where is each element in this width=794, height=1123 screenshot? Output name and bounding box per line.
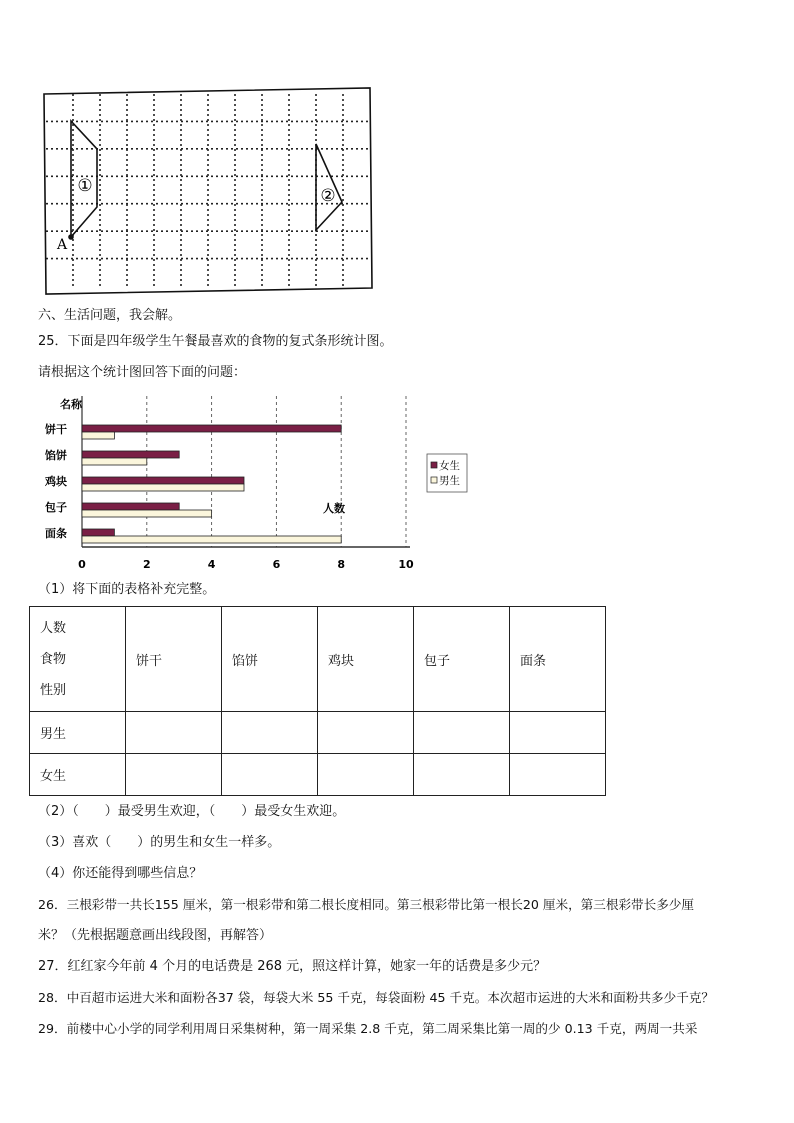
tick-label: 10 [398,558,414,571]
x-axis-label: 人数 [323,502,345,515]
tick-label: 4 [207,558,216,571]
tick-label: 2 [142,558,151,571]
q29: 29．前楼中心小学的同学利用周日采集树种，第一周采集 2.8 千克，第二周采集比第一周的少 0.13 千克，两周一共采 [38,1021,698,1036]
shape-1-label: ① [77,176,93,196]
point-a-label: A [56,237,68,253]
q26-line2: 米？（先根据题意画出线段图，再解答） [38,928,273,943]
legend-swatch [431,462,437,468]
q27: 27．红红家今年前 4 个月的电话费是 268 元，照这样计算，她家一年的话费是多少元？ [38,959,547,974]
legend-label: 男生 [439,475,460,487]
bar-boys [82,484,244,491]
header-label-food: 食物 [40,651,67,667]
row-label: 男生 [30,712,126,754]
q26-line1: 26．三根彩带一共长155 厘米，第一根彩带和第二根长度相同。第三根彩带比第一根长20 厘米，第三根彩带长多少厘 [38,897,695,912]
q28: 28．中百超市运进大米和面粉各37 袋，每袋大米 55 千克，每袋面粉 45 千克。本次超市运进的大米和面粉共多少千克？ [38,990,715,1005]
bar-girls [82,425,341,432]
tick-label: 6 [272,558,281,571]
bar-boys [82,510,212,517]
table-cell[interactable] [414,754,510,796]
table-cell[interactable] [510,754,606,796]
table-cell[interactable] [126,754,222,796]
category-label: 面条 [45,527,67,540]
tick-label: 0 [78,558,86,571]
q25-sub1: （1）将下面的表格补充完整。 [38,582,216,597]
legend-swatch [431,477,437,483]
bar-girls [82,503,179,510]
category-label: 包子 [45,501,67,514]
tick-label: 8 [337,558,346,571]
legend [427,454,467,492]
q25-intro: 25．下面是四年级学生午餐最喜欢的食物的复式条形统计图。 [38,334,393,349]
table-cell[interactable] [510,712,606,754]
table-cell[interactable] [222,754,318,796]
row-label: 女生 [30,754,126,796]
table-cell[interactable] [318,712,414,754]
category-label: 饼干 [45,423,67,436]
bar-boys [82,536,341,543]
column-header: 鸡块 [318,607,414,712]
grid-figure [40,86,380,298]
column-header: 饼干 [126,607,222,712]
column-header: 面条 [510,607,606,712]
column-header: 包子 [414,607,510,712]
q25-sub2: （2）（ ）最受男生欢迎，（ ）最受女生欢迎。 [38,804,346,819]
table-cell[interactable] [126,712,222,754]
bar-girls [82,529,114,536]
legend-label: 女生 [439,460,460,472]
category-label: 馅饼 [45,449,67,462]
header-label-count: 人数 [40,620,67,636]
table-row [30,712,606,754]
column-header: 馅饼 [222,607,318,712]
header-label-gender: 性别 [40,682,67,698]
table-cell[interactable] [318,754,414,796]
bar-chart [40,392,480,577]
bar-boys [82,432,114,439]
table-cell[interactable] [414,712,510,754]
point-a-dot [68,234,74,240]
q25-sub3: （3）喜欢（ ）的男生和女生一样多。 [38,835,281,850]
bar-girls [82,477,244,484]
shape-2-label: ② [320,186,336,206]
food-table [29,606,606,796]
q25-prompt: 请根据这个统计图回答下面的问题： [38,365,247,380]
bar-boys [82,458,147,465]
section-title: 六、生活问题，我会解。 [38,308,182,323]
q25-sub4: （4）你还能得到哪些信息？ [38,866,203,881]
category-label: 鸡块 [45,475,67,488]
header-corner [30,607,126,712]
table-row [30,754,606,796]
table-cell[interactable] [222,712,318,754]
bar-girls [82,451,179,458]
y-axis-label: 名称 [60,398,82,411]
